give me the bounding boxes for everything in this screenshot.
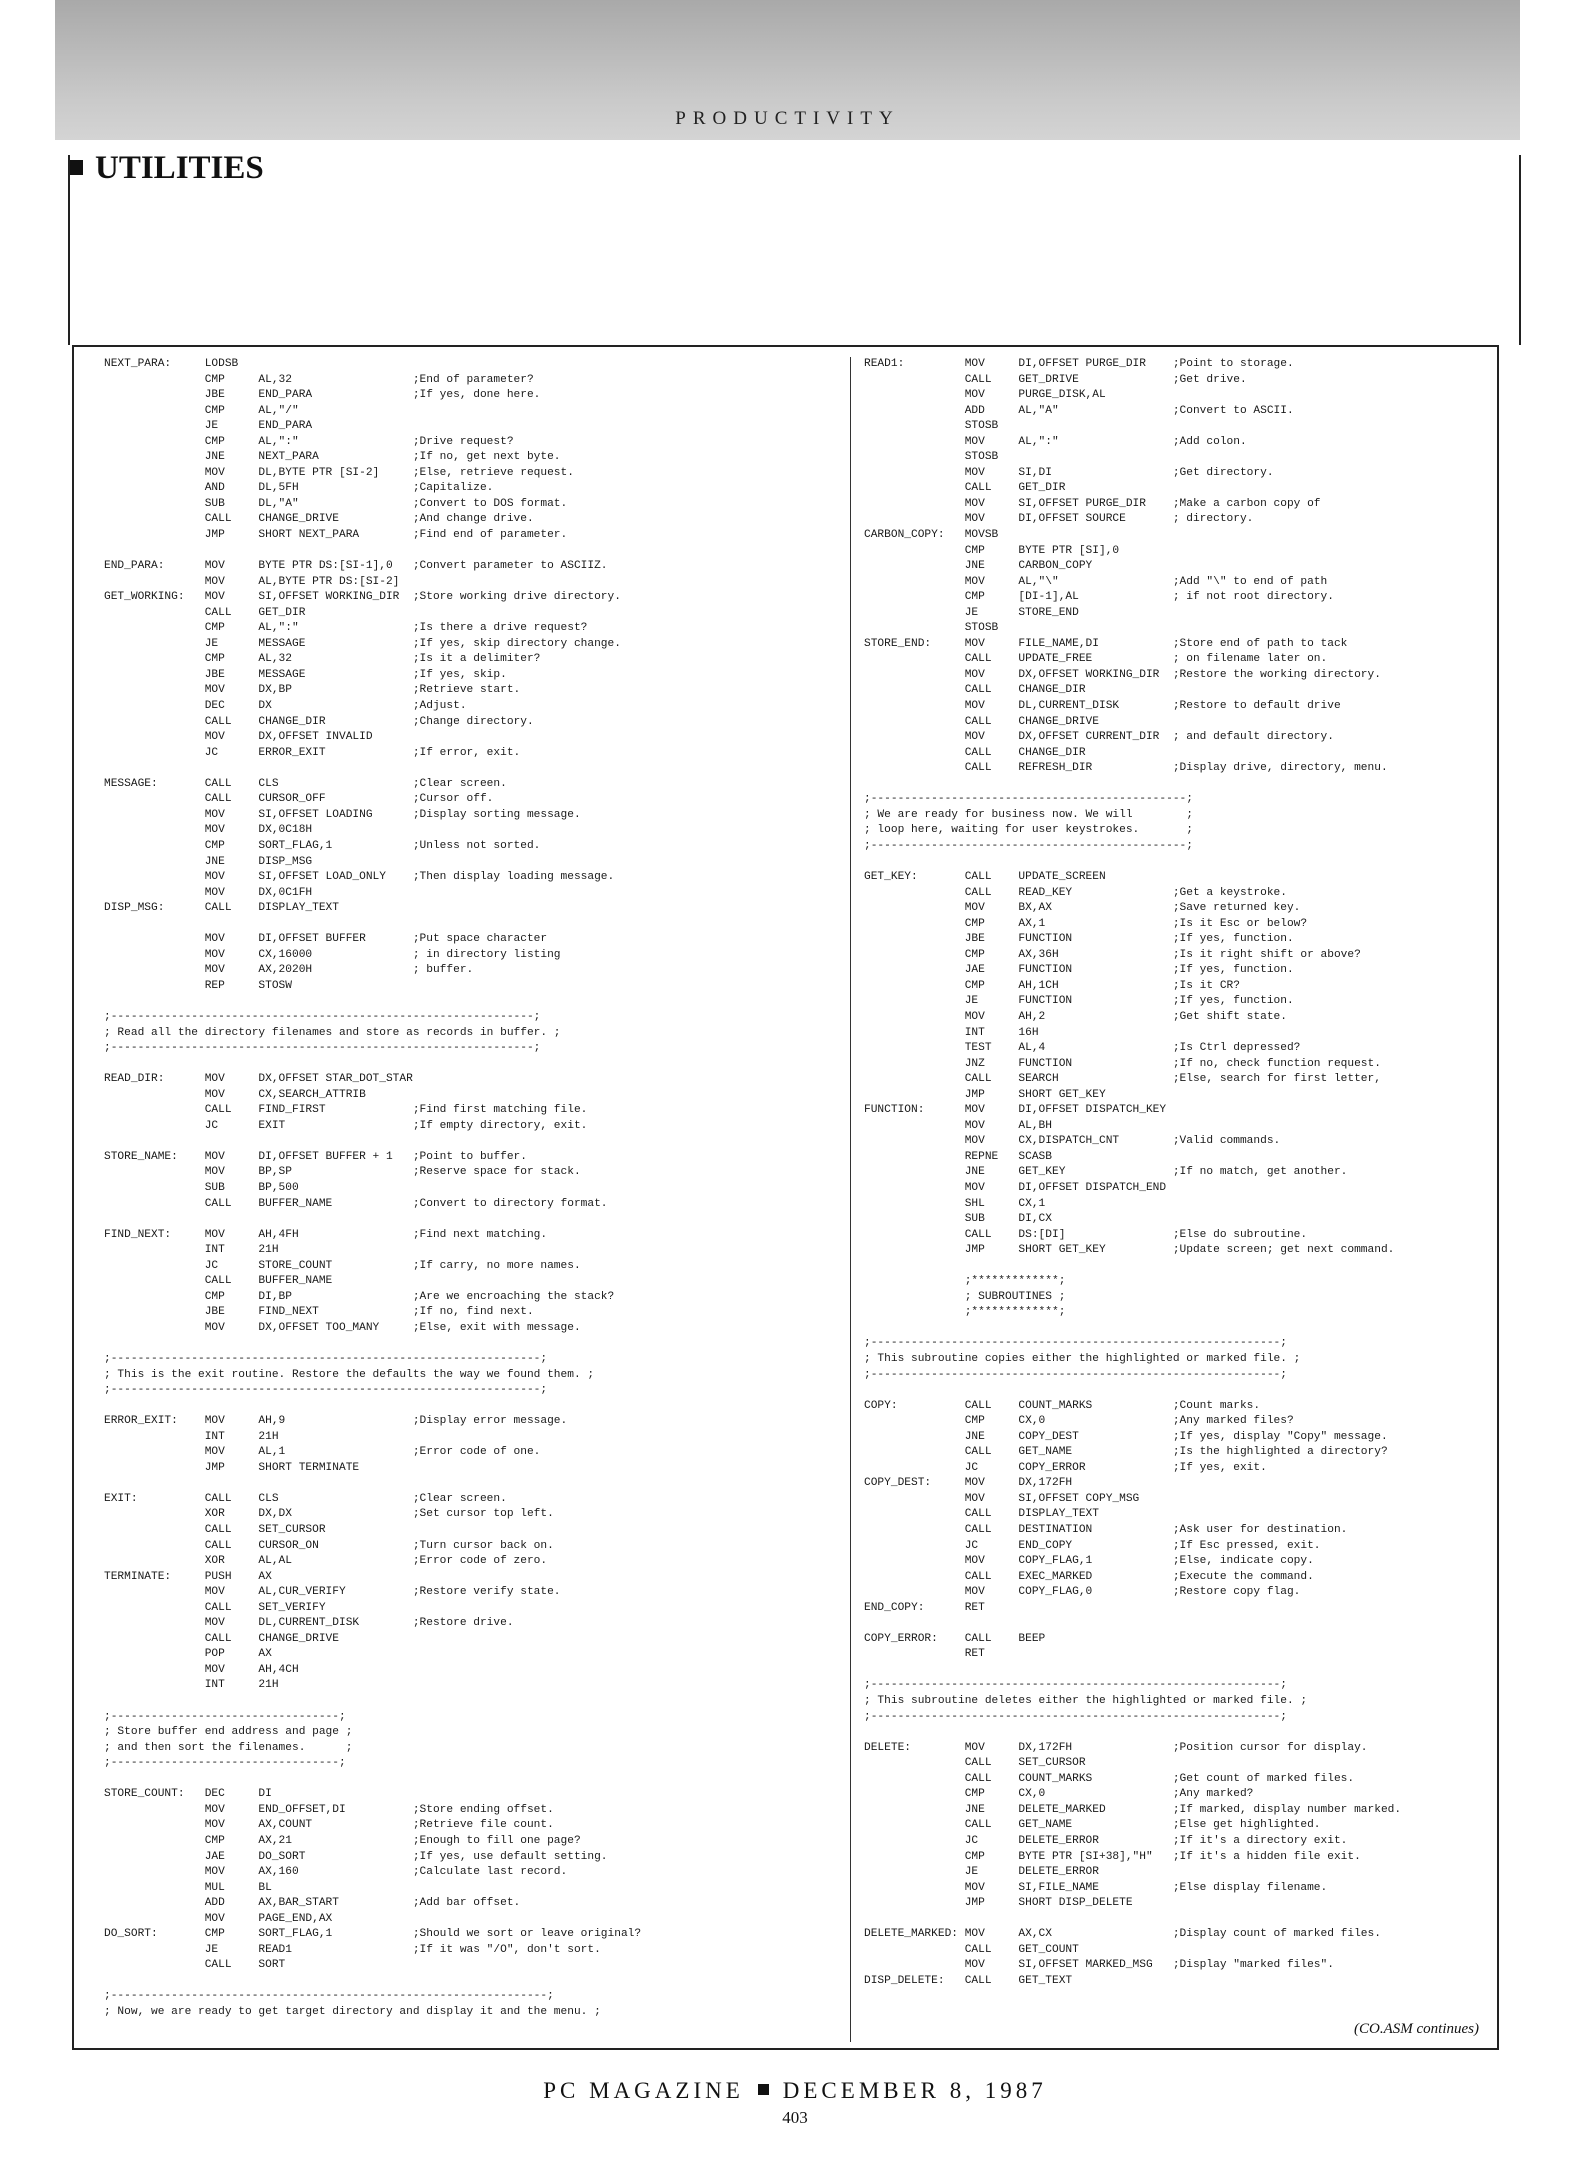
code-line: JE READ1 ;If it was "/O", don't sort. [104,1943,601,1956]
code-line [104,1694,837,1710]
code-line: CMP AX,21 ;Enough to fill one page? [104,1834,581,1847]
code-line: POP AX [104,1648,272,1661]
code-line: CALL GET_DIR [104,606,306,619]
code-line: JAE DO_SORT ;If yes, use default setting. [104,1850,608,1863]
code-line [864,1616,1489,1632]
code-line: STORE_NAME: MOV DI,OFFSET BUFFER + 1 ;Point to buffer. [104,1150,527,1163]
code-line [864,1259,1489,1275]
code-line: MESSAGE: CALL CLS ;Clear screen. [104,777,507,790]
code-line [104,917,837,933]
code-line: COPY_ERROR: CALL BEEP [864,1632,1046,1645]
code-line: JNZ FUNCTION ;If no, check function request. [864,1057,1381,1070]
code-line: JBE FIND_NEXT ;If no, find next. [104,1306,534,1319]
code-line: MOV AL,CUR_VERIFY ;Restore verify state. [104,1586,561,1599]
code-line: READ1: MOV DI,OFFSET PURGE_DIR ;Point to storage. [864,358,1294,370]
code-line: MOV SI,DI ;Get directory. [864,466,1274,479]
footer [0,2078,1590,2104]
listing-left-column [104,357,837,2042]
code-line: MOV DX,OFFSET WORKING_DIR ;Restore the working directory. [864,668,1381,681]
code-line: XOR DX,DX ;Set cursor top left. [104,1508,554,1521]
code-line [104,761,837,777]
code-line: ADD AL,"A" ;Convert to ASCII. [864,404,1294,417]
code-line: MOV SI,OFFSET LOAD_ONLY ;Then display loading message. [104,871,615,884]
code-line: CMP AX,36H ;Is it right shift or above? [864,948,1361,961]
code-line: CALL CHANGE_DIR [864,746,1086,759]
right-rule [1519,155,1521,345]
code-line [104,1772,837,1788]
code-line: DISP_DELETE: CALL GET_TEXT [864,1974,1073,1987]
code-line: ; loop here, waiting for user keystrokes. ; [864,824,1193,837]
code-line: ; Read all the directory filenames and store as records in buffer. ; [104,1026,561,1039]
code-line: COPY_DEST: MOV DX,172FH [864,1477,1073,1490]
code-line: MOV DI,OFFSET DISPATCH_END [864,1181,1167,1194]
code-line: CALL FIND_FIRST ;Find first matching file. [104,1104,588,1117]
code-line: RET [864,1648,985,1661]
column-divider [850,357,851,2042]
code-line: ; This subroutine copies either the highlighted or marked file. ; [864,1353,1301,1365]
code-line: MOV END_OFFSET,DI ;Store ending offset. [104,1803,554,1816]
code-line: CALL BUFFER_NAME [104,1275,333,1288]
code-line: FIND_NEXT: MOV AH,4FH ;Find next matching. [104,1228,548,1241]
code-line: MOV DI,OFFSET SOURCE ; directory. [864,513,1254,526]
code-line: END_PARA: MOV BYTE PTR DS:[SI-1],0 ;Convert parameter to ASCIIZ. [104,560,608,573]
code-line: MOV SI,OFFSET PURGE_DIR ;Make a carbon copy of [864,497,1321,510]
code-line: ;----------------------------------------------------------------; [104,1384,548,1397]
code-left [104,357,837,2021]
code-line [104,1212,837,1228]
code-line: ;----------------------------------; [104,1710,346,1723]
code-line: ; Store buffer end address and page ; [104,1726,353,1739]
code-line: AND DL,5FH ;Capitalize. [104,482,494,495]
code-line: MOV DX,BP ;Retrieve start. [104,684,521,697]
code-line: JMP SHORT DISP_DELETE [864,1897,1133,1910]
code-line: ;*************; [864,1306,1066,1319]
footer-magazine: PC MAGAZINE [543,2078,744,2103]
code-line: JNE DISP_MSG [104,855,313,868]
code-line: ADD AX,BAR_START ;Add bar offset. [104,1897,521,1910]
code-line: MOV SI,FILE_NAME ;Else display filename. [864,1881,1328,1894]
code-line: INT 16H [864,1026,1039,1039]
code-line: CALL SET_CURSOR [104,1524,326,1537]
code-line: JAE FUNCTION ;If yes, function. [864,964,1294,977]
code-line: JC ERROR_EXIT ;If error, exit. [104,746,521,759]
code-line: ;-------------------------------------------------------------; [864,1679,1287,1692]
code-line: JMP SHORT GET_KEY [864,1088,1106,1101]
code-line: SUB BP,500 [104,1181,299,1194]
code-line: CALL GET_COUNT [864,1943,1079,1956]
heading-bullet [68,160,83,175]
code-line [104,994,837,1010]
code-line: STOSB [864,451,999,464]
code-line: ;---------------------------------------------------------------; [104,1042,541,1055]
code-line: CALL BUFFER_NAME ;Convert to directory format. [104,1197,608,1210]
code-line: MOV AL,"\" ;Add "\" to end of path [864,575,1328,588]
code-line: MOV AL,1 ;Error code of one. [104,1446,541,1459]
code-line: CALL COUNT_MARKS ;Get count of marked files. [864,1772,1355,1785]
code-line: CMP BYTE PTR [SI],0 [864,544,1120,557]
code-line: INT 21H [104,1244,279,1257]
code-line [864,1725,1489,1741]
code-line: CMP AL,":" ;Drive request? [104,435,514,448]
left-rule [68,155,70,345]
code-line: DELETE_MARKED: MOV AX,CX ;Display count of marked files. [864,1928,1381,1941]
code-line: STORE_END: MOV FILE_NAME,DI ;Store end of path to tack [864,637,1348,650]
code-line: ;*************; [864,1275,1066,1288]
code-line: MOV AX,160 ;Calculate last record. [104,1866,568,1879]
code-line: ; SUBROUTINES ; [864,1290,1066,1303]
code-line: CALL GET_DRIVE ;Get drive. [864,373,1247,386]
code-line: CALL GET_DIR [864,482,1066,495]
code-line: CALL EXEC_MARKED ;Execute the command. [864,1570,1314,1583]
code-line: JC STORE_COUNT ;If carry, no more names. [104,1259,581,1272]
code-line: INT 21H [104,1430,279,1443]
code-line: ;-------------------------------------------------------------; [864,1710,1287,1723]
code-line: CALL READ_KEY ;Get a keystroke. [864,886,1287,899]
code-line: CMP AL,32 ;End of parameter? [104,373,534,386]
code-line: ;-------------------------------------------------------------; [864,1337,1287,1350]
code-line: CALL CHANGE_DRIVE [864,715,1099,728]
code-line: SHL CX,1 [864,1197,1046,1210]
code-line [864,1321,1489,1337]
code-line: MOV AH,4CH [104,1663,299,1676]
code-line: CALL UPDATE_FREE ; on filename later on. [864,653,1328,666]
code-line: ; We are ready for business now. We will ; [864,808,1193,821]
code-line: CMP AH,1CH ;Is it CR? [864,979,1240,992]
code-line: CALL REFRESH_DIR ;Display drive, directory, menu. [864,762,1388,775]
code-line: MOV DL,CURRENT_DISK ;Restore drive. [104,1617,514,1630]
code-line: CMP CX,0 ;Any marked? [864,1788,1254,1801]
code-line: ;----------------------------------------------------------------; [104,1353,548,1365]
code-line: JBE END_PARA ;If yes, done here. [104,389,541,402]
code-line [864,855,1489,871]
code-line: JE END_PARA [104,420,313,433]
code-line: INT 21H [104,1679,279,1692]
code-line: ;-----------------------------------------------; [864,793,1193,806]
code-line: MOV COPY_FLAG,0 ;Restore copy flag. [864,1586,1301,1599]
code-line: CMP CX,0 ;Any marked files? [864,1415,1294,1428]
code-line: MUL BL [104,1881,272,1894]
code-line: STORE_COUNT: DEC DI [104,1788,272,1801]
code-line: MOV AL,":" ;Add colon. [864,435,1247,448]
code-line: CMP AL,32 ;Is it a delimiter? [104,653,541,666]
code-line: NEXT_PARA: LODSB [104,358,239,370]
code-line: DISP_MSG: CALL DISPLAY_TEXT [104,902,339,915]
code-line: GET_KEY: CALL UPDATE_SCREEN [864,871,1106,884]
code-line: CALL GET_NAME ;Is the highlighted a directory? [864,1446,1388,1459]
code-line: CMP DI,BP ;Are we encroaching the stack? [104,1290,615,1303]
code-line: JMP SHORT GET_KEY ;Update screen; get next command. [864,1244,1395,1257]
code-line: CALL SET_CURSOR [864,1757,1086,1770]
code-line [104,1057,837,1073]
code-line: JNE COPY_DEST ;If yes, display "Copy" message. [864,1430,1388,1443]
code-line: DO_SORT: CMP SORT_FLAG,1 ;Should we sort or leave original? [104,1928,642,1941]
code-line: MOV CX,DISPATCH_CNT ;Valid commands. [864,1135,1281,1148]
code-line [104,544,837,560]
code-line: CMP AL,"/" [104,404,299,417]
code-line: REP STOSW [104,979,292,992]
heading-text: UTILITIES [95,150,264,186]
code-line [104,1399,837,1415]
code-line: MOV DX,OFFSET TOO_MANY ;Else, exit with message. [104,1321,581,1334]
code-line: JNE GET_KEY ;If no match, get another. [864,1166,1348,1179]
code-line: GET_WORKING: MOV SI,OFFSET WORKING_DIR ;Store working drive directory. [104,591,621,604]
code-line: MOV SI,OFFSET COPY_MSG [864,1492,1140,1505]
continues-note: (CO.ASM continues) [1354,2021,1479,2037]
code-line [104,1134,837,1150]
code-line: MOV SI,OFFSET MARKED_MSG ;Display "marked files". [864,1959,1334,1972]
code-line: JE MESSAGE ;If yes, skip directory change. [104,637,621,650]
code-line: CARBON_COPY: MOVSB [864,529,999,542]
code-line: COPY: CALL COUNT_MARKS ;Count marks. [864,1399,1261,1412]
code-line: JC COPY_ERROR ;If yes, exit. [864,1461,1267,1474]
code-line: CALL CHANGE_DRIVE ;And change drive. [104,513,534,526]
code-line: MOV PAGE_END,AX [104,1912,333,1925]
section-label: PRODUCTIVITY [675,108,900,129]
code-line [104,1476,837,1492]
code-line: DELETE: MOV DX,172FH ;Position cursor for display. [864,1741,1368,1754]
code-line: ;-----------------------------------------------; [864,839,1193,852]
code-line: CALL SORT [104,1959,286,1972]
footer-date: DECEMBER 8, 1987 [782,2078,1047,2103]
code-line: JMP SHORT NEXT_PARA ;Find end of parameter. [104,529,568,542]
code-line: JBE MESSAGE ;If yes, skip. [104,668,507,681]
code-line: MOV DI,OFFSET BUFFER ;Put space character [104,933,548,946]
code-line: CALL DS:[DI] ;Else do subroutine. [864,1228,1308,1241]
code-line [864,1383,1489,1399]
code-line: CALL CHANGE_DIR ;Change directory. [104,715,534,728]
code-line: JE STORE_END [864,606,1079,619]
code-line: CALL SEARCH ;Else, search for first letter, [864,1073,1381,1086]
code-line: SUB DL,"A" ;Convert to DOS format. [104,497,568,510]
code-line: MOV DX,0C1FH [104,886,313,899]
code-line: MOV PURGE_DISK,AL [864,389,1106,402]
code-line: CALL CURSOR_OFF ;Cursor off. [104,793,494,806]
code-line: CALL DESTINATION ;Ask user for destination. [864,1524,1348,1537]
code-line: MOV AX,2020H ; buffer. [104,964,474,977]
code-line: ;---------------------------------------------------------------; [104,1010,541,1023]
code-line: MOV DX,OFFSET INVALID [104,731,373,744]
code-line: ; This subroutine deletes either the highlighted or marked file. ; [864,1695,1308,1708]
code-line: END_COPY: RET [864,1601,985,1614]
code-line: MOV DL,BYTE PTR [SI-2] ;Else, retrieve request. [104,466,574,479]
code-line: CALL SET_VERIFY [104,1601,326,1614]
code-line [104,1336,837,1352]
code-line: CMP AX,1 ;Is it Esc or below? [864,917,1308,930]
code-line: CMP BYTE PTR [SI+38],"H" ;If it's a hidden file exit. [864,1850,1361,1863]
code-line [864,777,1489,793]
code-line: MOV BP,SP ;Reserve space for stack. [104,1166,581,1179]
code-line: CALL DISPLAY_TEXT [864,1508,1099,1521]
code-line: ; and then sort the filenames. ; [104,1741,353,1754]
code-line: CMP AL,":" ;Is there a drive request? [104,622,588,635]
code-line: MOV CX,SEARCH_ATTRIB [104,1088,366,1101]
code-line: JNE CARBON_COPY [864,560,1093,573]
code-line: JC DELETE_ERROR ;If it's a directory exit. [864,1834,1348,1847]
code-line: JNE NEXT_PARA ;If no, get next byte. [104,451,561,464]
code-line: JMP SHORT TERMINATE [104,1461,360,1474]
code-line: REPNE SCASB [864,1150,1052,1163]
code-line: READ_DIR: MOV DX,OFFSET STAR_DOT_STAR [104,1073,413,1086]
code-line: SUB DI,CX [864,1213,1052,1226]
listing-box [72,345,1499,2050]
code-line: MOV AH,2 ;Get shift state. [864,1010,1287,1023]
code-line: CMP SORT_FLAG,1 ;Unless not sorted. [104,839,541,852]
code-line: MOV BX,AX ;Save returned key. [864,902,1301,915]
page-number: 403 [782,2108,808,2127]
code-line: CALL GET_NAME ;Else get highlighted. [864,1819,1321,1832]
code-line: CALL CHANGE_DRIVE [104,1632,339,1645]
code-line [104,1974,837,1990]
code-line: MOV COPY_FLAG,1 ;Else, indicate copy. [864,1555,1314,1568]
code-line: MOV SI,OFFSET LOADING ;Display sorting message. [104,808,581,821]
code-right [864,357,1489,1989]
footer-bullet [758,2084,769,2095]
code-line: MOV DL,CURRENT_DISK ;Restore to default drive [864,700,1341,713]
code-line: JBE FUNCTION ;If yes, function. [864,933,1294,946]
code-line: JNE DELETE_MARKED ;If marked, display number marked. [864,1803,1402,1816]
code-line: MOV AL,BYTE PTR DS:[SI-2] [104,575,400,588]
code-line: DEC DX ;Adjust. [104,700,467,713]
code-line: MOV AX,COUNT ;Retrieve file count. [104,1819,554,1832]
code-line: CALL CURSOR_ON ;Turn cursor back on. [104,1539,554,1552]
code-line: MOV CX,16000 ; in directory listing [104,948,561,961]
code-line: TEST AL,4 ;Is Ctrl depressed? [864,1042,1301,1055]
code-line: MOV DX,0C18H [104,824,313,837]
code-line: MOV DX,OFFSET CURRENT_DIR ; and default directory. [864,731,1334,744]
code-line: FUNCTION: MOV DI,OFFSET DISPATCH_KEY [864,1104,1167,1117]
listing-right-column [864,357,1489,2042]
code-line: CALL CHANGE_DIR [864,684,1086,697]
code-line: ;-------------------------------------------------------------; [864,1368,1287,1381]
code-line: XOR AL,AL ;Error code of zero. [104,1555,548,1568]
code-line: JE DELETE_ERROR [864,1866,1099,1879]
code-line: JC EXIT ;If empty directory, exit. [104,1119,588,1132]
code-line: JC END_COPY ;If Esc pressed, exit. [864,1539,1321,1552]
code-line: CMP [DI-1],AL ; if not root directory. [864,591,1334,604]
code-line [864,1663,1489,1679]
page-heading [68,150,264,187]
code-line: EXIT: CALL CLS ;Clear screen. [104,1492,507,1505]
code-line: JE FUNCTION ;If yes, function. [864,995,1294,1008]
code-line: ERROR_EXIT: MOV AH,9 ;Display error message. [104,1415,568,1428]
code-line: ;----------------------------------; [104,1757,346,1770]
code-line: ; This is the exit routine. Restore the defaults the way we found them. ; [104,1368,595,1381]
code-line: TERMINATE: PUSH AX [104,1570,272,1583]
code-line: ; Now, we are ready to get target directory and display it and the menu. ; [104,2005,601,2018]
code-line: STOSB [864,420,999,433]
code-line: ;-----------------------------------------------------------------; [104,1990,554,2003]
code-line: MOV AL,BH [864,1119,1052,1132]
code-line: STOSB [864,622,999,635]
code-line [864,1912,1489,1928]
